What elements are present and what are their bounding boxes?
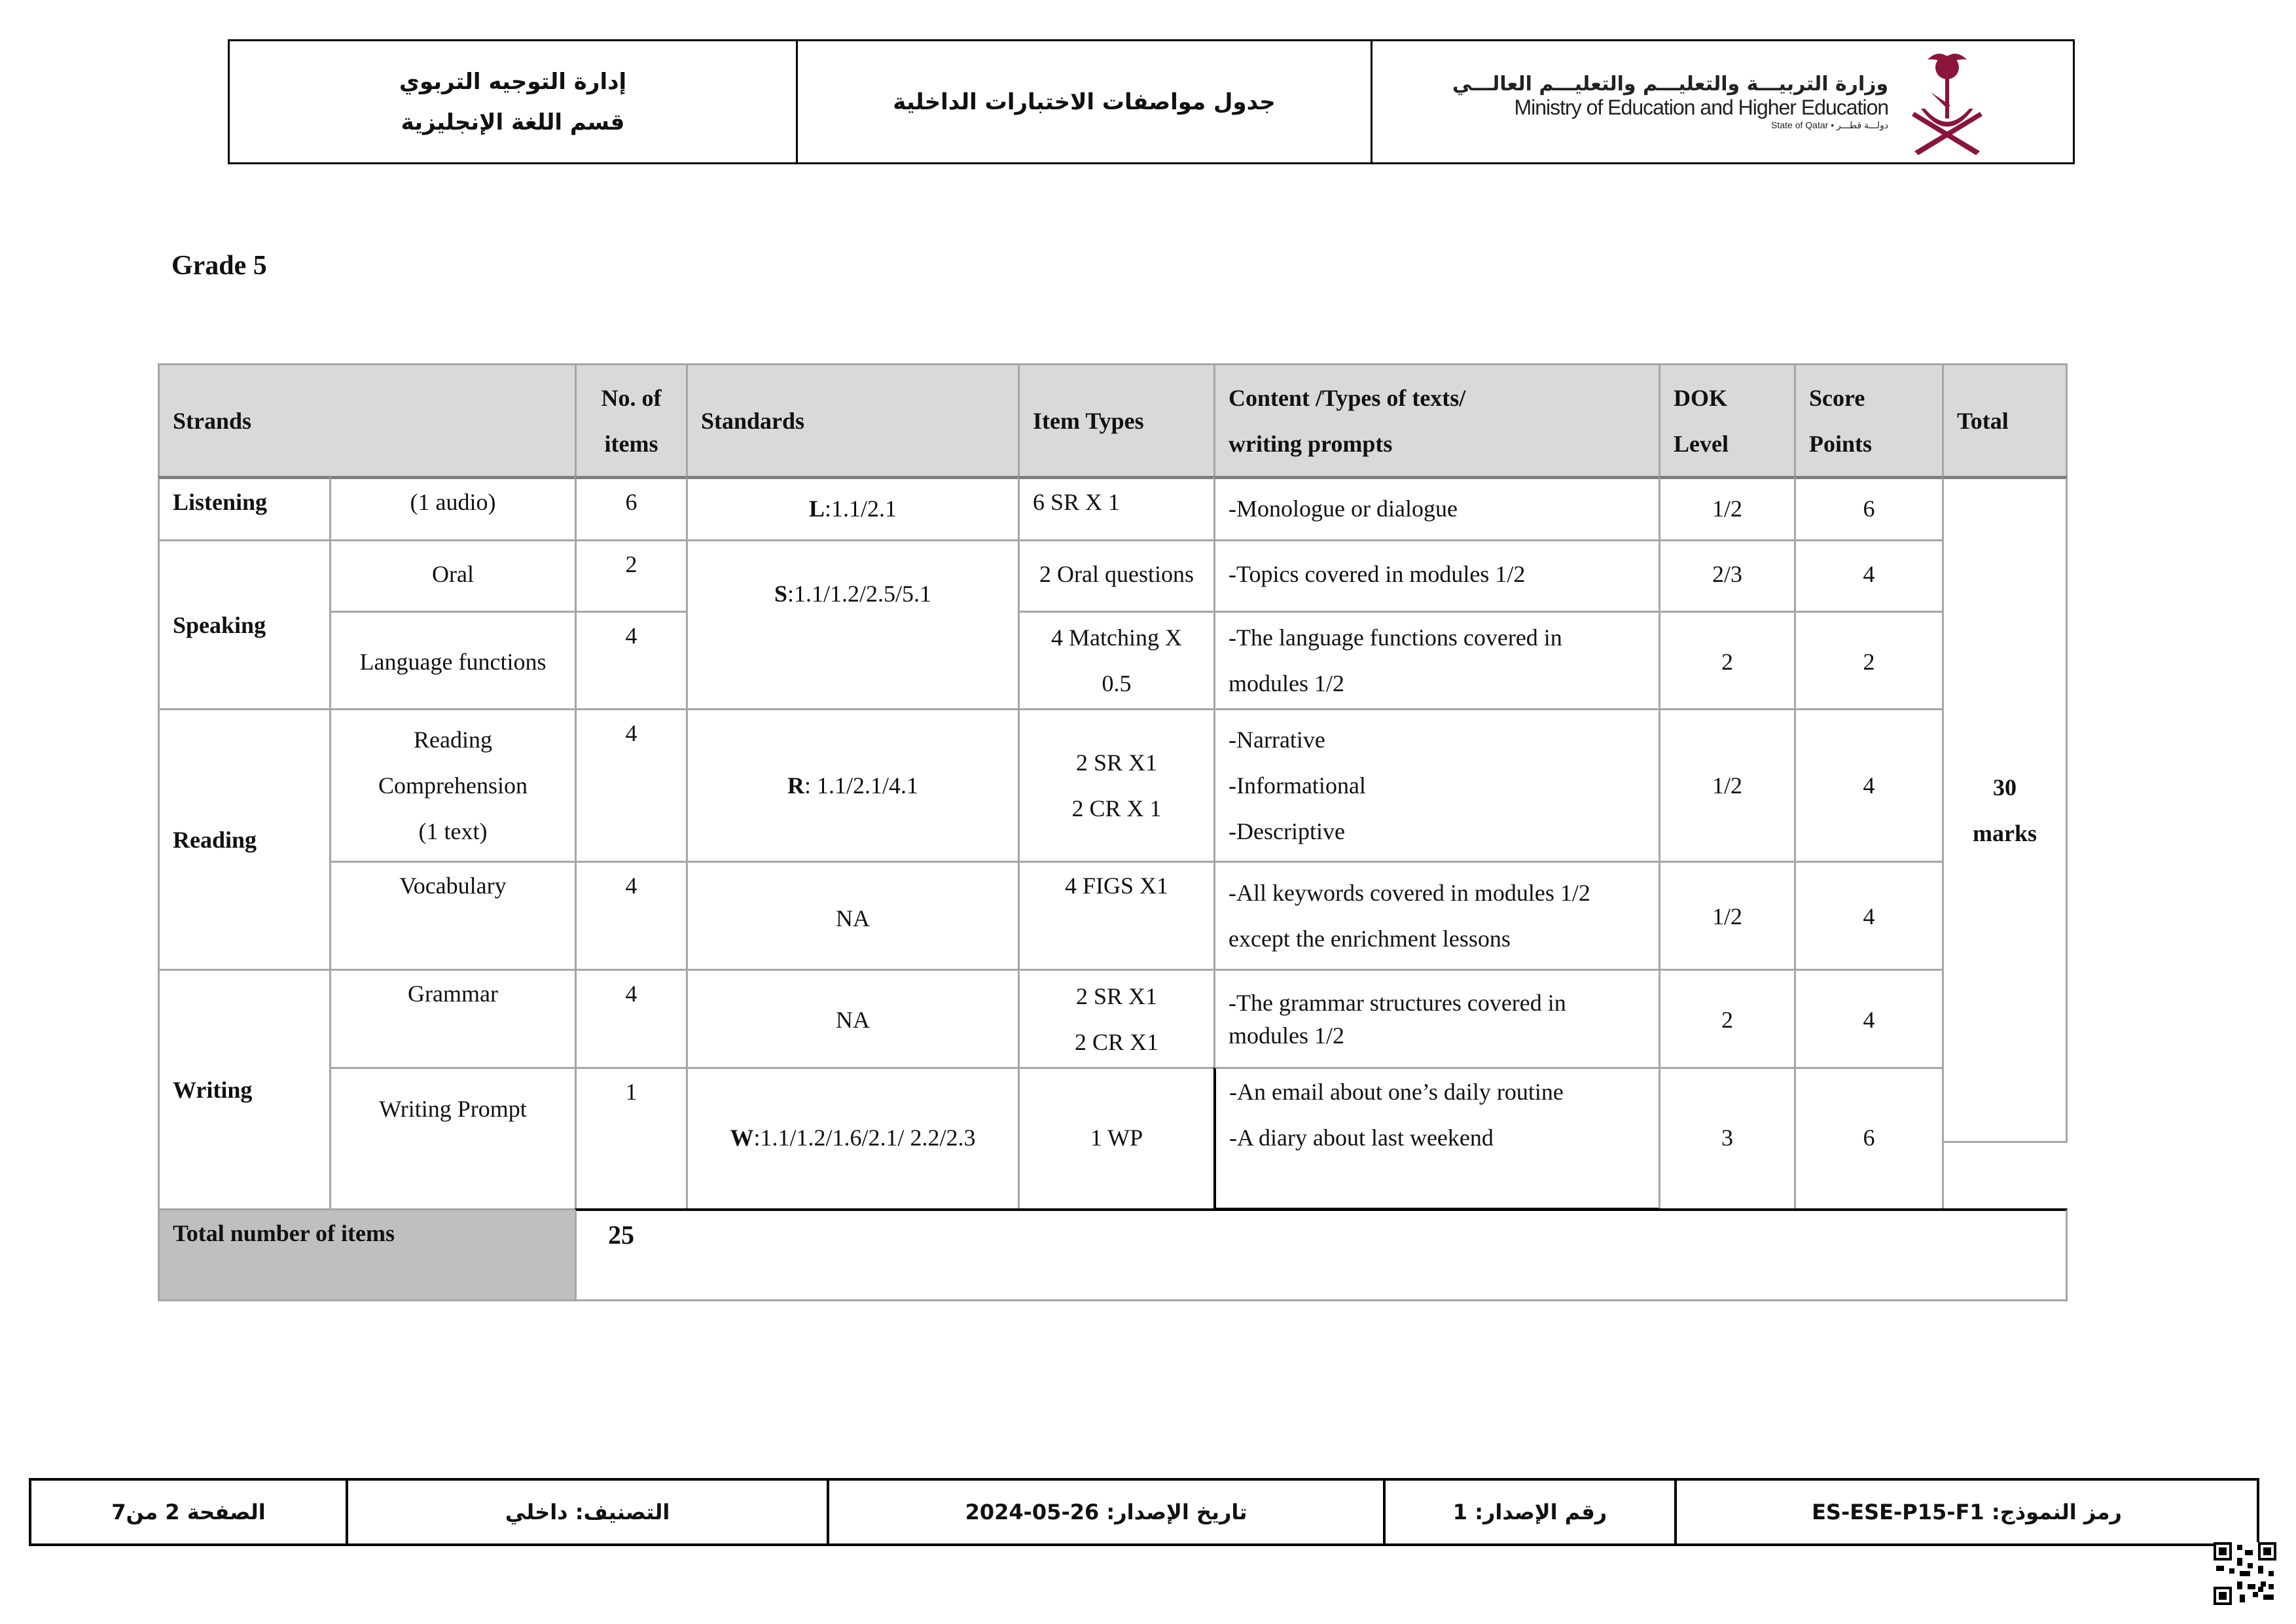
reading-standard-prefix: R [787,772,804,799]
document-footer [29,1478,2259,1546]
reading-vocab-dok: 1/2 [1659,861,1796,971]
form-code: رمز النموذج: ES-ESE-P15-F1 [1674,1481,2257,1543]
reading-comp-sub-line1: Reading [414,727,492,753]
header-item-types: Item Types [1018,363,1215,478]
listening-standard-prefix: L [808,496,825,522]
speaking-standards [686,539,1020,710]
listening-sub: (1 audio) [329,476,577,541]
listening-dok: 1/2 [1659,476,1796,541]
ministry-name [1452,73,1888,131]
writing-standard-codes: :1.1/1.2/1.6/2.1/ 2.2/2.3 [753,1125,976,1151]
speaking-oral-content: -Topics covered in modules 1/2 [1213,539,1660,613]
writing-prompt-standards [686,1067,1020,1210]
writing-prompt-content [1213,1067,1660,1210]
header-score-line2: Points [1809,430,1873,457]
issue-date: تاريخ الإصدار: 26-05-2024 [827,1481,1383,1543]
version-number: رقم الإصدار: 1 [1383,1481,1674,1543]
reading-vocab-standards: NA [686,861,1020,971]
writing-grammar-items: 4 [575,969,688,1069]
reading-comp-type-line2: 2 CR X 1 [1071,795,1162,821]
listening-standard-codes: :1.1/2.1 [825,496,897,522]
classification: التصنيف: داخلي [346,1481,827,1543]
speaking-lang-sub: Language functions [329,611,577,710]
speaking-standard-prefix: S [774,581,787,607]
speaking-lang-score: 2 [1794,611,1944,710]
document-header [228,39,2075,164]
total-marks-value: 30 [1993,774,2017,801]
reading-comp-dok: 1/2 [1659,708,1796,863]
reading-comp-sub [329,708,577,863]
reading-comp-sub-line2: Comprehension [378,772,528,799]
qatar-emblem-icon [1901,46,1993,158]
header-strands: Strands [158,363,577,478]
strand-speaking: Speaking [158,539,331,710]
writing-grammar-content [1213,969,1660,1069]
speaking-lang-content-line1: -The language functions covered in [1229,624,1562,651]
listening-score: 6 [1794,476,1944,541]
reading-vocab-content-line1: -All keywords covered in modules 1/2 [1229,880,1590,906]
header-no-of-items-line1: No. of [601,384,662,411]
header-score-line1: Score [1809,384,1865,411]
header-dok-line1: DOK [1674,384,1728,411]
total-marks [1942,476,2068,1143]
qr-code-icon [2214,1542,2276,1605]
writing-grammar-type-line2: 2 CR X1 [1074,1028,1159,1055]
reading-comp-content-line3: -Descriptive [1229,818,1345,844]
total-items-label: Total number of items [158,1208,577,1301]
reading-vocab-content-line2: except the enrichment lessons [1229,926,1511,952]
reading-vocab-content [1213,861,1660,971]
listening-items: 6 [575,476,688,541]
writing-grammar-sub: Grammar [329,969,577,1069]
header-score-points [1794,363,1944,478]
reading-comp-item-type [1018,708,1215,863]
speaking-lang-type-line1: 4 Matching X [1051,624,1182,651]
writing-prompt-sub: Writing Prompt [329,1067,577,1210]
document-title-block [798,41,1372,162]
speaking-oral-item-type: 2 Oral questions [1018,539,1215,613]
reading-comp-content-line1: -Narrative [1229,727,1325,753]
header-content [1213,363,1660,478]
reading-comp-content-line2: -Informational [1229,772,1366,799]
speaking-lang-dok: 2 [1659,611,1796,710]
speaking-lang-content [1213,611,1660,710]
strand-writing: Writing [158,969,331,1210]
writing-grammar-standards: NA [686,969,1020,1069]
listening-standards [686,476,1020,541]
state-of-qatar: State of Qatar • دولـــة قطـــر [1771,120,1889,130]
ministry-name-arabic: وزارة التربيـــة والتعليـــم والتعليـــم العالـــي [1452,73,1889,96]
header-no-of-items-line2: items [604,430,658,457]
header-no-of-items [575,363,688,478]
speaking-lang-type-line2: 0.5 [1102,670,1132,696]
speaking-oral-items: 2 [575,539,688,613]
header-total: Total [1942,363,2068,478]
department-block [230,41,798,162]
writing-prompt-content-line2: -A diary about last weekend [1229,1125,1494,1151]
reading-vocab-items: 4 [575,861,688,971]
reading-vocab-score: 4 [1794,861,1944,971]
total-items-value: 25 [575,1208,2068,1301]
header-dok-line2: Level [1674,430,1729,457]
speaking-lang-items: 4 [575,611,688,710]
writing-grammar-item-type [1018,969,1215,1069]
reading-comp-type-line1: 2 SR X1 [1075,749,1158,776]
speaking-lang-content-line2: modules 1/2 [1229,670,1344,696]
document-title: جدول مواصفات الاختبارات الداخلية [893,88,1276,115]
grade-title: Grade 5 [171,251,267,281]
strand-listening: Listening [158,476,331,541]
header-standards: Standards [686,363,1020,478]
writing-prompt-item-type: 1 WP [1018,1067,1215,1210]
reading-comp-sub-line3: (1 text) [418,818,488,844]
reading-comp-items: 4 [575,708,688,863]
department-line-2: قسم اللغة الإنجليزية [401,109,625,135]
writing-standard-prefix: W [730,1125,754,1151]
writing-prompt-dok: 3 [1659,1067,1796,1210]
listening-item-type: 6 SR X 1 [1018,476,1215,541]
ministry-name-english: Ministry of Education and Higher Education [1514,96,1889,119]
writing-prompt-content-line1: -An email about one’s daily routine [1229,1079,1564,1105]
reading-comp-standards [686,708,1020,863]
writing-prompt-score: 6 [1794,1067,1944,1210]
writing-grammar-dok: 2 [1659,969,1796,1069]
reading-vocab-sub: Vocabulary [329,861,577,971]
reading-comp-content [1213,708,1660,863]
page-number: الصفحة 2 من7 [111,1500,266,1525]
writing-prompt-items: 1 [575,1067,688,1210]
header-dok-level [1659,363,1796,478]
total-marks-unit: marks [1973,820,2037,846]
reading-standard-codes: : 1.1/2.1/4.1 [804,772,918,799]
strand-reading: Reading [158,708,331,971]
listening-content: -Monologue or dialogue [1213,476,1660,541]
writing-grammar-content-line2: modules 1/2 [1229,1022,1344,1049]
header-content-line1: Content /Types of texts/ [1229,384,1466,411]
speaking-oral-sub: Oral [329,539,577,613]
header-content-line2: writing prompts [1229,430,1393,457]
specification-table [158,363,2068,1297]
speaking-oral-score: 4 [1794,539,1944,613]
writing-grammar-score: 4 [1794,969,1944,1069]
speaking-lang-item-type [1018,611,1215,710]
speaking-standard-codes: :1.1/1.2/2.5/5.1 [787,581,932,607]
writing-grammar-type-line1: 2 SR X1 [1075,983,1158,1009]
department-line-1: إدارة التوجيه التربوي [399,68,627,95]
speaking-oral-dok: 2/3 [1659,539,1796,613]
reading-comp-score: 4 [1794,708,1944,863]
ministry-logo [1372,41,2073,162]
reading-vocab-item-type: 4 FIGS X1 [1018,861,1215,971]
writing-grammar-content-line1: -The grammar structures covered in [1229,989,1566,1016]
